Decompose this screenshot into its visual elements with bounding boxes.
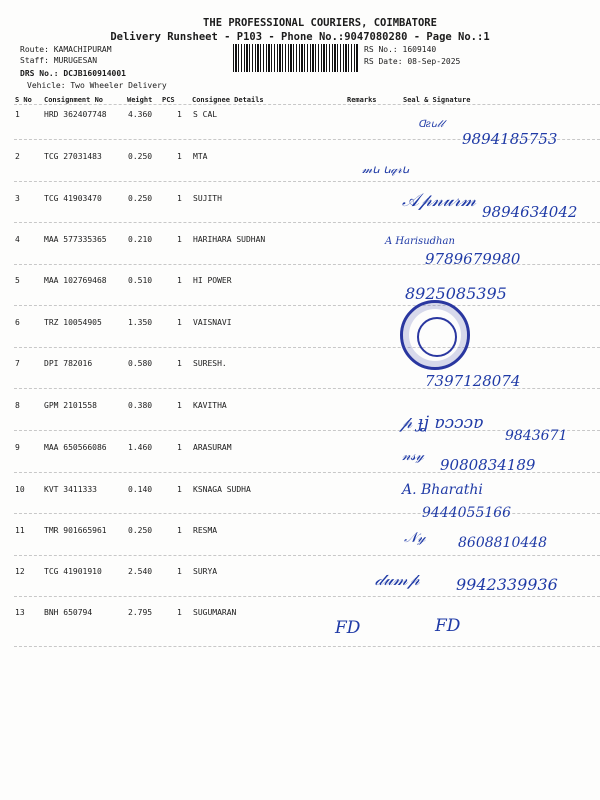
- sno: 7: [15, 359, 20, 368]
- handwritten-phone: 9894634042: [482, 203, 578, 221]
- pcs: 1: [177, 276, 182, 285]
- row-divider: [14, 646, 600, 647]
- pcs: 1: [177, 359, 182, 368]
- runsheet-title: Delivery Runsheet - P103 - Phone No.:9047080280 - Page No.:1: [110, 31, 490, 43]
- rs-date: RS Date: 08-Sep-2025: [364, 57, 461, 66]
- sno: 1: [15, 110, 20, 119]
- consignee: SUGUMARAN: [193, 608, 237, 617]
- consignee: KAVITHA: [193, 401, 227, 410]
- handwritten-name: A Harisudhan: [385, 236, 455, 247]
- col-consignee: Consignee Details: [192, 96, 264, 104]
- pcs: 1: [177, 401, 182, 410]
- weight: 0.380: [128, 401, 153, 410]
- sno: 4: [15, 235, 20, 244]
- consignee: HI POWER: [193, 276, 232, 285]
- consignment-number: MAA 577335365: [44, 235, 107, 244]
- pcs: 1: [177, 526, 182, 535]
- col-sno: S No: [15, 96, 32, 104]
- handwritten-fd: FD: [335, 618, 361, 638]
- consignee: S CAL: [193, 110, 218, 119]
- sno: 12: [15, 567, 25, 576]
- seal-stamp: [400, 300, 470, 370]
- consignment-number: TMR 901665961: [44, 526, 107, 535]
- consignment-number: TCG 41903470: [44, 194, 102, 203]
- sno: 3: [15, 194, 20, 203]
- pcs: 1: [177, 152, 182, 161]
- row-divider: [14, 305, 600, 306]
- sno: 8: [15, 401, 20, 410]
- handwritten-phone: 8925085395: [405, 284, 507, 303]
- weight: 0.580: [128, 359, 153, 368]
- handwritten-phone: 9843671: [505, 428, 568, 444]
- weight: 1.460: [128, 443, 153, 452]
- vehicle: Vehicle: Two Wheeler Delivery: [27, 81, 167, 90]
- col-remarks: Remarks: [347, 96, 377, 104]
- col-seal-signature: Seal & Signature: [403, 96, 471, 104]
- pcs: 1: [177, 110, 182, 119]
- weight: 0.510: [128, 276, 153, 285]
- row-divider: [14, 555, 600, 556]
- consignee: SURESH.: [193, 359, 227, 368]
- signature-scribble: 𝓅 ɟʝ ɐɔɔɔɐ: [400, 413, 484, 433]
- sno: 10: [15, 485, 25, 494]
- sno: 9: [15, 443, 20, 452]
- signature-scribble: 𝒹𝓊𝓂𝓅: [375, 570, 420, 590]
- consignment-number: MAA 650566086: [44, 443, 107, 452]
- consignment-number: KVT 3411333: [44, 485, 97, 494]
- handwritten-name: A. Bharathi: [402, 482, 483, 498]
- signature-scribble: 𝒜𝓅𝓃𝓊𝓇𝓂: [402, 190, 476, 211]
- staff: Staff: MURUGESAN: [20, 56, 98, 65]
- handwritten-phone: 9080834189: [440, 456, 536, 474]
- consignee: KSNAGA SUDHA: [193, 485, 251, 494]
- weight: 1.350: [128, 318, 153, 327]
- pcs: 1: [177, 318, 182, 327]
- consignee: SUJITH: [193, 194, 222, 203]
- row-divider: [14, 181, 600, 182]
- weight: 2.795: [128, 608, 153, 617]
- consignment-number: TRZ 10054905: [44, 318, 102, 327]
- consignment-number: BNH 650794: [44, 608, 93, 617]
- header-divider: [14, 104, 600, 105]
- signature-scribble: 𝓂ꭎ ꭎ𝓆𝓇ꭎ: [362, 162, 410, 176]
- weight: 0.250: [128, 194, 153, 203]
- sno: 11: [15, 526, 25, 535]
- signature-scribble: ᗡꙅꭎ𝓁𝓁: [418, 119, 444, 130]
- col-weight: Weight: [127, 96, 153, 104]
- weight: 0.250: [128, 526, 153, 535]
- consignment-number: MAA 102769468: [44, 276, 107, 285]
- company-name: THE PROFESSIONAL COURIERS, COIMBATORE: [203, 17, 437, 29]
- pcs: 1: [177, 443, 182, 452]
- weight: 0.210: [128, 235, 153, 244]
- consignee: VAISNAVI: [193, 318, 232, 327]
- consignment-number: HRD 362407748: [44, 110, 107, 119]
- consignee: HARIHARA SUDHAN: [193, 235, 266, 244]
- signature-scribble: 𝓃𝓈𝓎: [402, 448, 424, 464]
- pcs: 1: [177, 608, 182, 617]
- weight: 0.250: [128, 152, 153, 161]
- handwritten-phone: 9894185753: [462, 130, 558, 148]
- consignee: RESMA: [193, 526, 218, 535]
- pcs: 1: [177, 194, 182, 203]
- col-consignment: Consignment No: [44, 96, 104, 104]
- row-divider: [14, 347, 600, 348]
- sno: 5: [15, 276, 20, 285]
- consignee: MTA: [193, 152, 208, 161]
- handwritten-phone: 7397128074: [425, 372, 521, 390]
- pcs: 1: [177, 567, 182, 576]
- consignment-number: DPI 782016: [44, 359, 93, 368]
- col-pcs: PCS: [162, 96, 175, 104]
- handwritten-phone: 9789679980: [425, 250, 521, 268]
- consignment-number: TCG 41901910: [44, 567, 102, 576]
- drs-number: DRS No.: DCJB160914001: [20, 69, 126, 78]
- row-divider: [14, 513, 600, 514]
- signature-scribble: 𝒩𝓎: [404, 530, 426, 546]
- sno: 2: [15, 152, 20, 161]
- route: Route: KAMACHIPURAM: [20, 45, 112, 54]
- handwritten-phone: 8608810448: [458, 535, 548, 551]
- row-divider: [14, 222, 600, 223]
- pcs: 1: [177, 235, 182, 244]
- rs-number: RS No.: 1609140: [364, 45, 437, 54]
- sno: 13: [15, 608, 25, 617]
- handwritten-phone: 9942339936: [456, 575, 558, 594]
- handwritten-phone: 9444055166: [422, 505, 512, 521]
- consignee: SURYA: [193, 567, 218, 576]
- barcode: [233, 44, 358, 72]
- weight: 0.140: [128, 485, 153, 494]
- consignment-number: TCG 27031483: [44, 152, 102, 161]
- weight: 4.360: [128, 110, 153, 119]
- pcs: 1: [177, 485, 182, 494]
- sno: 6: [15, 318, 20, 327]
- handwritten-fd: FD: [435, 616, 461, 636]
- weight: 2.540: [128, 567, 153, 576]
- row-divider: [14, 596, 600, 597]
- consignment-number: GPM 2101558: [44, 401, 97, 410]
- consignee: ARASURAM: [193, 443, 232, 452]
